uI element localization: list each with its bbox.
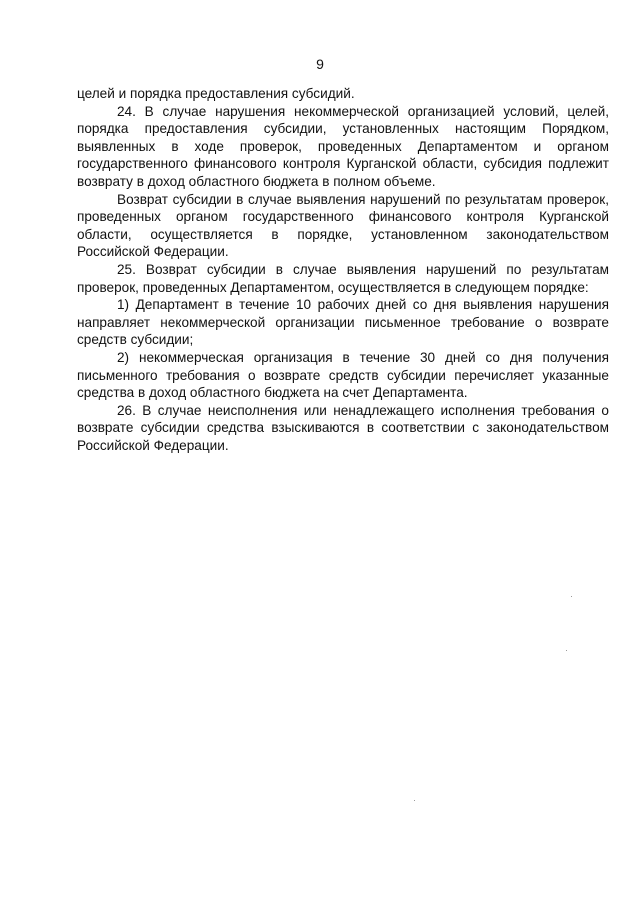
paragraph-subitem-2: 2) некоммерческая организация в течение 30 дней со дня получения письменного требования о возврате средств субсидии перечисляет указанные средства в доход областного бюджета на счет Департамента. (77, 349, 609, 401)
paragraph-continuation: целей и порядка предоставления субсидий. (77, 86, 355, 101)
scan-speck (571, 596, 572, 597)
paragraph-item-24: 24. В случае нарушения некоммерческой организацией условий, целей, порядка предоставления субсидии, установленных настоящим Порядком, выявленных в ходе проверок, проведенных Департаментом и органом государственного финансового контроля Курганской области, субсидия подлежит возврату в доход областного бюджета в полном объеме. (77, 103, 609, 189)
paragraph-refund-state-control: Возврат субсидии в случае выявления нарушений по результатам проверок, проведенных органом государственного финансового контроля Курганской области, осуществляется в порядке, установленном законодательством Российской Федерации. (77, 191, 609, 260)
page-number: 9 (316, 56, 324, 72)
document-body (77, 85, 609, 454)
paragraph-item-26: 26. В случае неисполнения или ненадлежащего исполнения требования о возврате субсидии средства взыскиваются в соответствии с законодательством Российской Федерации. (77, 402, 609, 453)
scan-speck (566, 650, 567, 651)
paragraph-subitem-1: 1) Департамент в течение 10 рабочих дней со дня выявления нарушения направляет некоммерческой организации письменное требование о возврате средств субсидии; (77, 297, 609, 348)
paragraph-item-25: 25. Возврат субсидии в случае выявления нарушений по результатам проверок, проведенных Департаментом, осуществляется в следующем порядке: (77, 261, 609, 295)
scan-speck (414, 800, 415, 801)
